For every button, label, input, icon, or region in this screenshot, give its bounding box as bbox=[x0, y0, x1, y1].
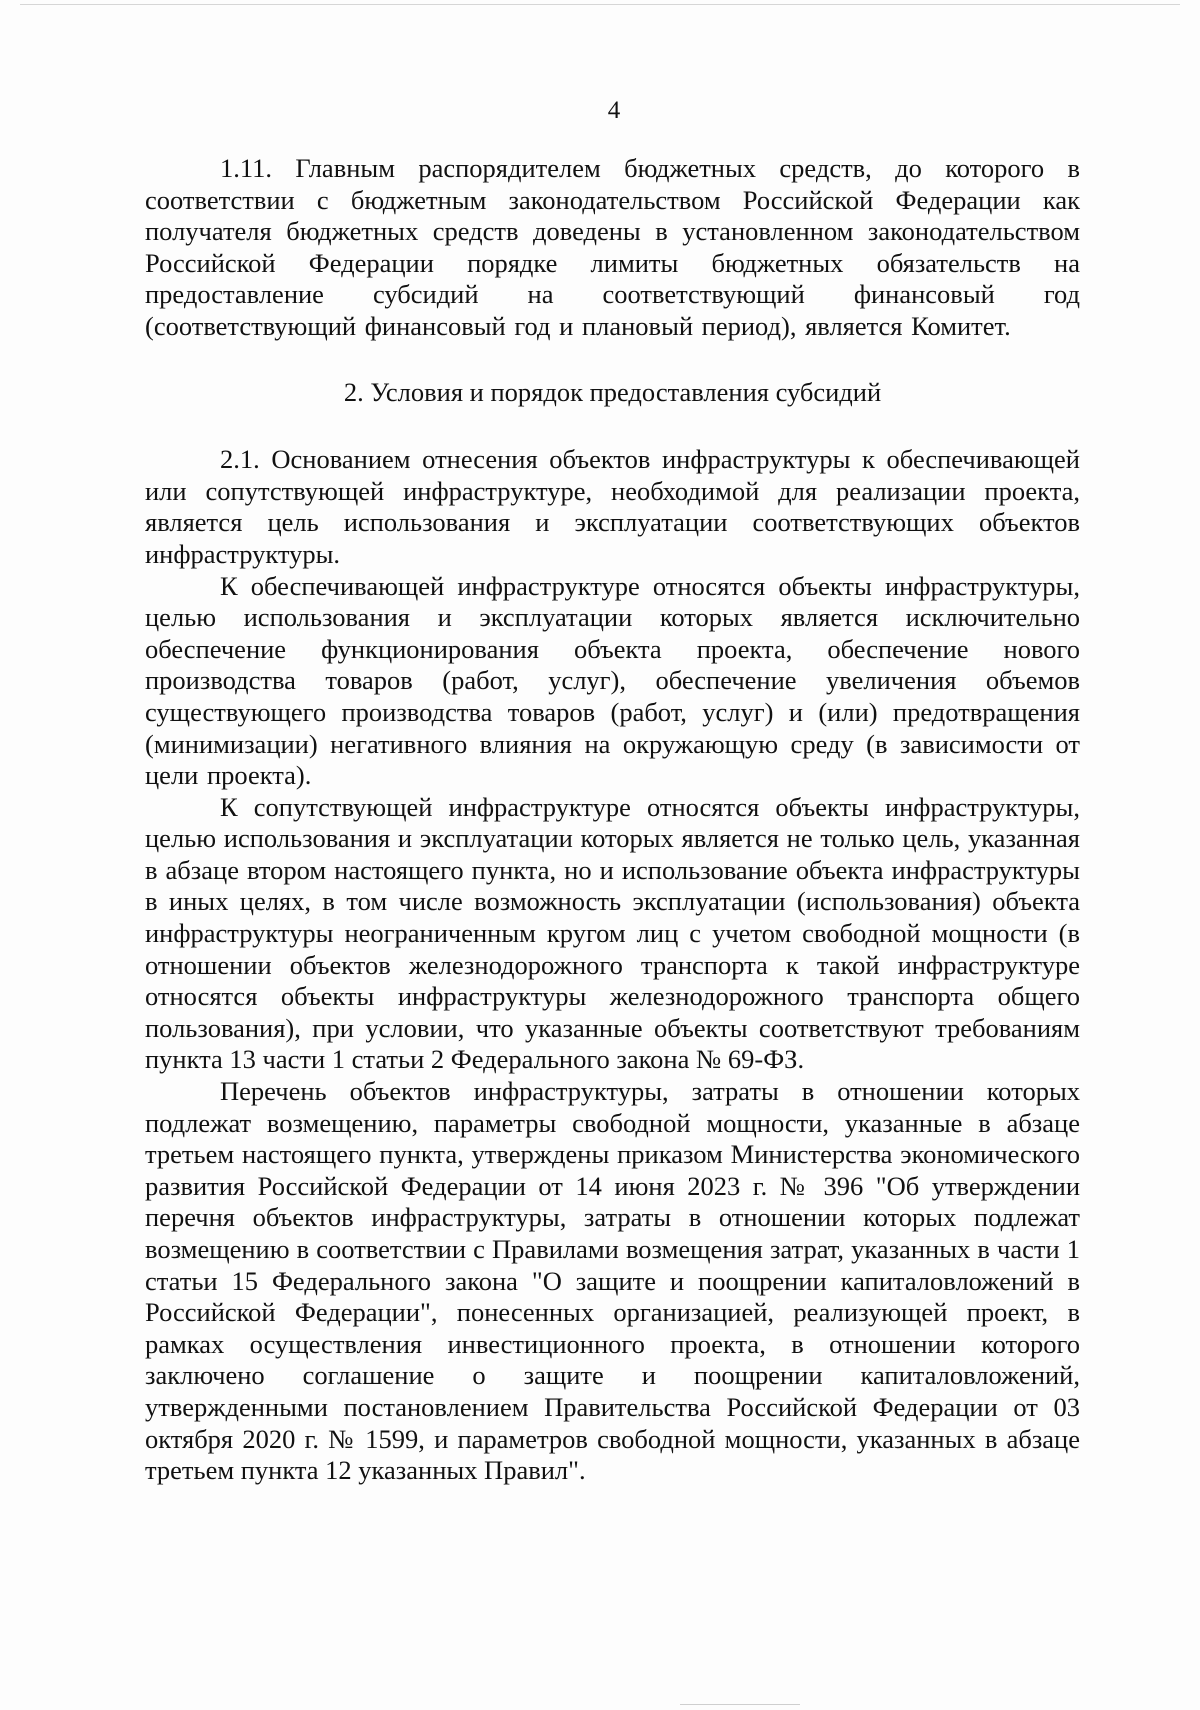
scan-edge-bottom bbox=[680, 1704, 800, 1705]
paragraph-1-11: 1.11. Главным распорядителем бюджетных средств, до которого в соответствии с бюджетным законодательством Российской Федерации как получателя бюджетных средств доведены в установленном законодательством Российской Федерации порядке лимиты бюджетных обязательств на предоставление субсидий на соответствующий финансовый год (соответствующий финансовый год и плановый период), является Комитет. bbox=[145, 153, 1080, 341]
paragraph-providing-infrastructure: К обеспечивающей инфраструктуре относятся объекты инфраструктуры, целью использования и эксплуатации которых является исключительно обеспечение функционирования объекта проекта, обеспечение нового производства товаров (работ, услуг), обеспечение увеличения объемов существующего производства товаров (работ, услуг) и (или) предотвращения (минимизации) негативного влияния на окружающую среду (в зависимости от цели проекта). bbox=[145, 570, 1080, 791]
paragraph-accompanying-infrastructure: К сопутствующей инфраструктуре относятся объекты инфраструктуры, целью использования и эксплуатации которых является не только цель, указанная в абзаце втором настоящего пункта, но и использование объекта инфраструктуры в иных целях, в том числе возможность эксплуатации (использования) объекта инфраструктуры неограниченным кругом лиц с учетом свободной мощности (в отношении объектов железнодорожного транспорта к такой инфраструктуре относятся объекты инфраструктуры железнодорожного транспорта общего пользования), при условии, что указанные объекты соответствуют требованиям пункта 13 части 1 статьи 2 Федерального закона № 69-ФЗ. bbox=[145, 791, 1080, 1075]
section-heading: 2. Условия и порядок предоставления субсидий bbox=[343, 376, 882, 407]
scan-edge-top bbox=[20, 4, 1180, 5]
page-number: 4 bbox=[607, 97, 621, 124]
paragraph-infrastructure-list: Перечень объектов инфраструктуры, затраты в отношении которых подлежат возмещению, параметры свободной мощности, указанные в абзаце третьем настоящего пункта, утверждены приказом Министерства экономического развития Российской Федерации от 14 июня 2023 г. № 396 "Об утверждении перечня объектов инфраструктуры, затраты в отношении которых подлежат возмещению в соответствии с Правилами возмещения затрат, указанных в части 1 статьи 15 Федерального закона "О защите и поощрении капиталовложений в Российской Федерации", понесенных организацией, реализующей проект, в рамках осуществления инвестиционного проекта, в отношении которого заключено соглашение о защите и поощрении капиталовложений, утвержденными постановлением Правительства Российской Федерации от 03 октября 2020 г. № 1599, и параметров свободной мощности, указанных в абзаце третьем пункта 12 указанных Правил". bbox=[145, 1076, 1080, 1486]
paragraph-2-1: 2.1. Основанием отнесения объектов инфраструктуры к обеспечивающей или сопутствующей инфраструктуре, необходимой для реализации проекта, является цель использования и эксплуатации соответствующих объектов инфраструктуры. bbox=[145, 444, 1080, 569]
document-body bbox=[145, 153, 1080, 1487]
